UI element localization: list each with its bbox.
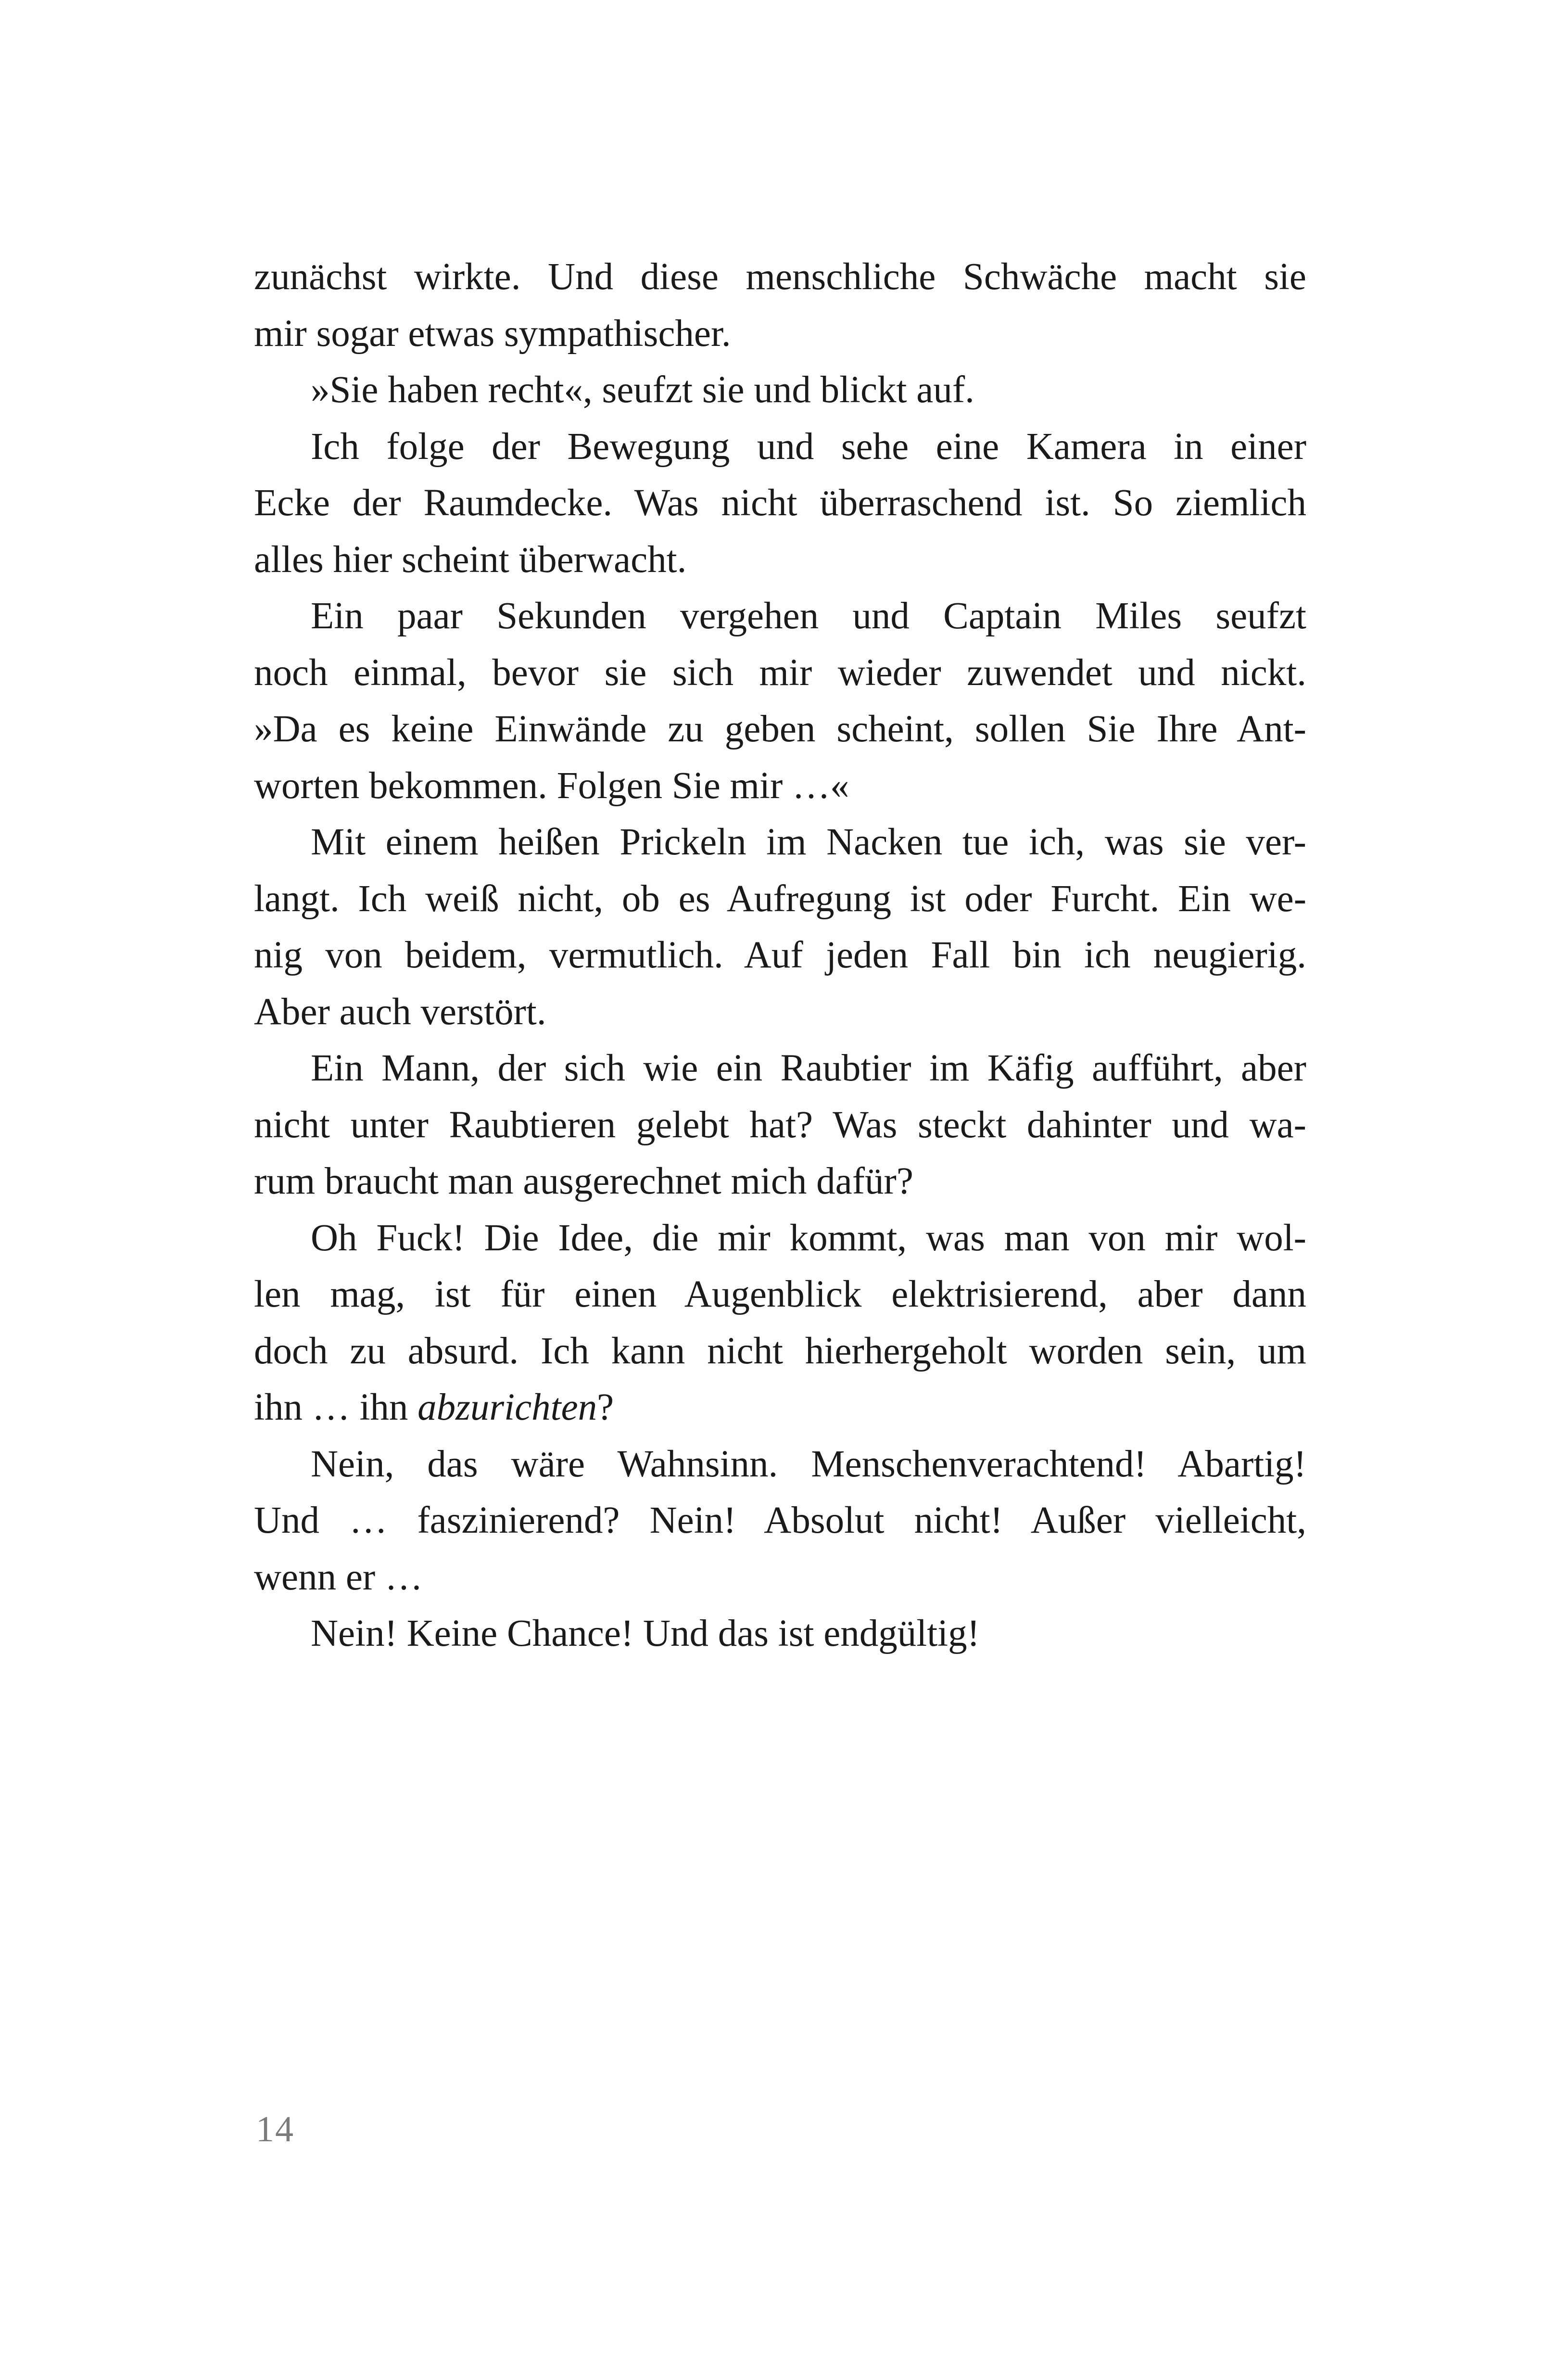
- text-line: worten bekommen. Folgen Sie mir …«: [254, 764, 849, 807]
- text-line: nig von beidem, vermutlich. Auf jeden Fall bin ich neugierig.: [254, 934, 1306, 976]
- text-line: Mit einem heißen Prickeln im Nacken tue ich, was sie ver-: [311, 821, 1306, 863]
- text-line: zunächst wirkte. Und diese menschliche Schwäche macht sie: [254, 256, 1306, 298]
- text-line: Ich folge der Bewegung und sehe eine Kamera in einer: [311, 425, 1306, 468]
- text-line: »Da es keine Einwände zu geben scheint, sollen Sie Ihre Ant-: [254, 708, 1306, 750]
- text-segment: ?: [597, 1386, 614, 1428]
- text-line: Ein Mann, der sich wie ein Raubtier im Käfig aufführt, aber: [311, 1047, 1306, 1089]
- text-line: Ecke der Raumdecke. Was nicht überraschend ist. So ziemlich: [254, 482, 1306, 524]
- text-line: doch zu absurd. Ich kann nicht hierhergeholt worden sein, um: [254, 1330, 1306, 1372]
- text-line: alles hier scheint überwacht.: [254, 538, 687, 581]
- text-line: langt. Ich weiß nicht, ob es Aufregung ist oder Furcht. Ein we-: [254, 877, 1306, 920]
- text-line: Oh Fuck! Die Idee, die mir kommt, was man von mir wol-: [311, 1217, 1306, 1259]
- text-line: nicht unter Raubtieren gelebt hat? Was steckt dahinter und wa-: [254, 1104, 1306, 1146]
- body-text: [254, 249, 1306, 1662]
- italic-word: abzurichten: [417, 1386, 597, 1428]
- page-number: 14: [256, 2109, 294, 2149]
- text-line-with-italic: [254, 1379, 1306, 1436]
- text-line: mir sogar etwas sympathischer.: [254, 312, 731, 355]
- text-line: Nein! Keine Chance! Und das ist endgültig!: [311, 1613, 980, 1654]
- text-line: Ein paar Sekunden vergehen und Captain Miles seufzt: [311, 595, 1306, 637]
- text-line: wenn er …: [254, 1556, 423, 1598]
- text-line: Aber auch verstört.: [254, 991, 546, 1033]
- text-line: Und … faszinierend? Nein! Absolut nicht! Außer vielleicht,: [254, 1500, 1306, 1541]
- text-line: Nein, das wäre Wahnsinn. Menschenverachtend! Abartig!: [311, 1443, 1306, 1485]
- text-line: len mag, ist für einen Augenblick elektrisierend, aber dann: [254, 1273, 1306, 1315]
- text-line: rum braucht man ausgerechnet mich dafür?: [254, 1160, 913, 1202]
- text-line: noch einmal, bevor sie sich mir wieder zuwendet und nickt.: [254, 651, 1306, 694]
- text-line: »Sie haben recht«, seufzt sie und blickt auf.: [311, 369, 974, 411]
- text-segment: ihn … ihn: [254, 1386, 418, 1428]
